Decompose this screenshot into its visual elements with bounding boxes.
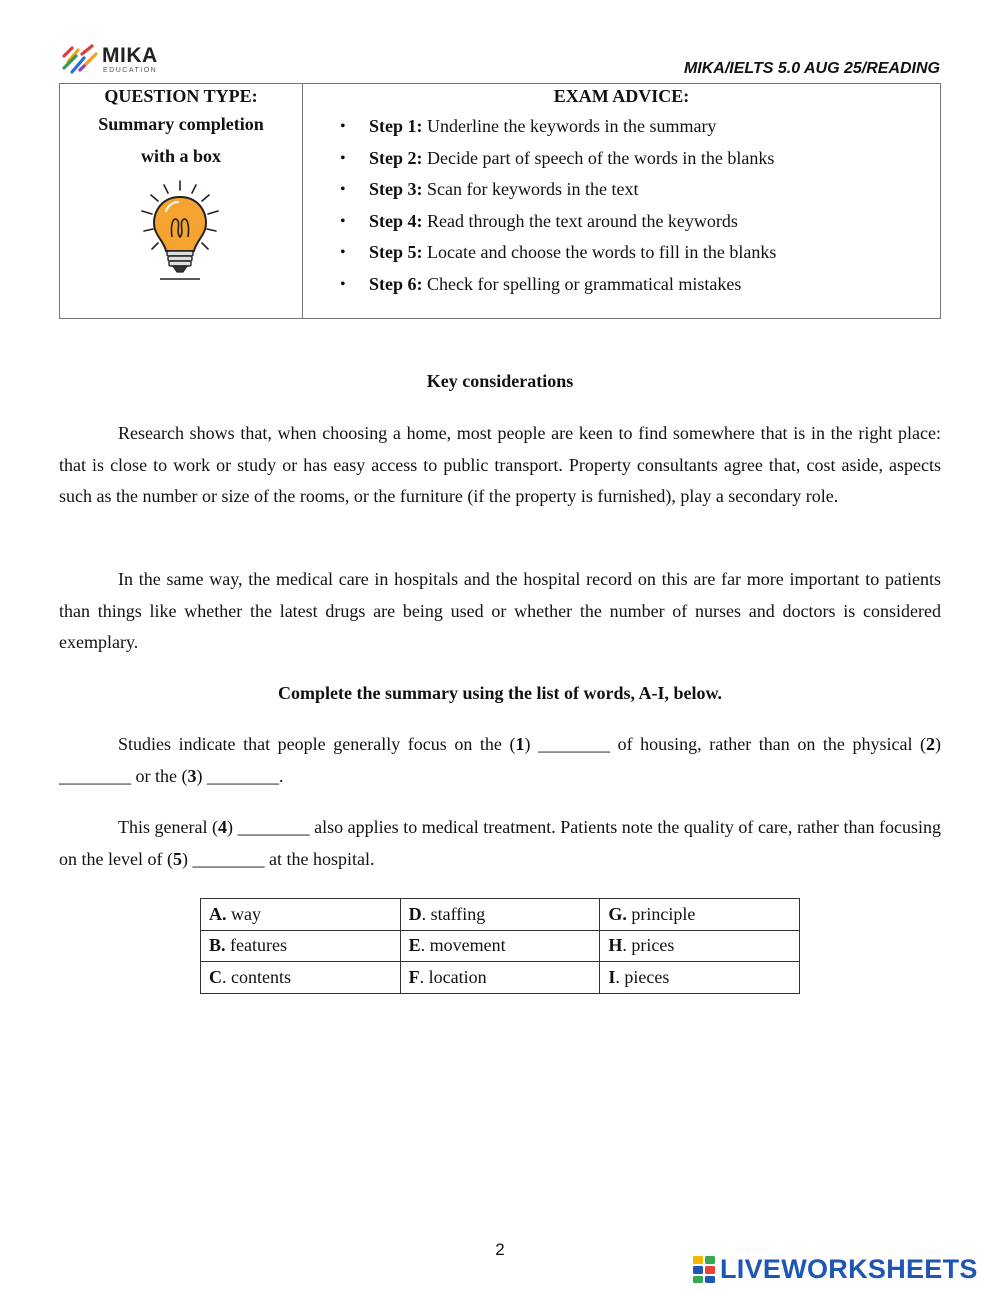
document-reference: MIKA/IELTS 5.0 AUG 25/READING <box>683 60 940 77</box>
word-option: F. location <box>400 962 600 994</box>
question-type-label: QUESTION TYPE: <box>104 86 258 106</box>
passage-paragraph-1: Research shows that, when choosing a home, most people are keen to find somewhere that is in the right place: that is close to work or study or has easy access to public transport. Property consultants agree that, cost aside, aspects such as the number or size of the rooms, or the furniture (if the property is furnished), play a secondary role. <box>59 423 941 506</box>
table-divider <box>302 84 303 318</box>
summary-paragraph-2: This general (4) ________ also applies to medical treatment. Patients note the quality of care, rather than focusing on the level of (5) ________ at the hospital. <box>59 817 941 869</box>
gap-number-1: 1 <box>515 734 525 754</box>
table-row <box>201 962 800 994</box>
word-bank-table <box>200 898 800 994</box>
liveworksheets-logo-icon <box>693 1254 717 1284</box>
summary-paragraph-1: Studies indicate that people generally focus on the (1) ________ of housing, rather than on the physical (2) ________ or the (3) ________. <box>59 734 942 786</box>
mika-logo-icon <box>60 42 100 78</box>
gap-number-5: 5 <box>172 848 182 869</box>
word-option: I. pieces <box>600 962 800 994</box>
watermark-text: LIVEWORKSHEETS <box>720 1254 978 1284</box>
table-row <box>201 899 800 931</box>
logo-subtitle: EDUCATION <box>103 67 158 74</box>
gap-number-2: 2 <box>926 734 936 754</box>
advice-step: • Step 5: Locate and choose the words to fill in the blanks <box>340 237 776 269</box>
word-option: D. staffing <box>400 899 600 931</box>
word-option: B. features <box>201 930 401 962</box>
word-option: C. contents <box>201 962 401 994</box>
word-option: E. movement <box>400 930 600 962</box>
task-instruction: Complete the summary using the list of words, A-I, below. <box>278 683 722 703</box>
page-number: 2 <box>495 1240 505 1259</box>
table-row <box>201 930 800 962</box>
exam-advice-table <box>59 83 941 319</box>
lightbulb-icon <box>124 179 236 289</box>
advice-step: • Step 3: Scan for keywords in the text <box>340 174 776 206</box>
word-option: H. prices <box>600 930 800 962</box>
advice-step: • Step 4: Read through the text around the keywords <box>340 206 776 238</box>
liveworksheets-watermark <box>693 1252 993 1286</box>
gap-number-4: 4 <box>218 817 228 837</box>
advice-step: • Step 6: Check for spelling or grammatical mistakes <box>340 269 776 301</box>
word-option: A. way <box>201 899 401 931</box>
exam-advice-label: EXAM ADVICE: <box>553 86 690 106</box>
logo-wordmark: MIKA <box>102 44 158 67</box>
mika-logo <box>60 42 170 80</box>
word-option: G. principle <box>600 899 800 931</box>
gap-number-3: 3 <box>187 765 197 786</box>
advice-step: • Step 2: Decide part of speech of the words in the blanks <box>340 143 776 175</box>
exam-advice-steps <box>340 111 776 300</box>
question-type-line2: with a box <box>140 145 221 166</box>
question-type-line1: Summary completion <box>98 114 264 134</box>
passage-title: Key considerations <box>426 371 574 391</box>
advice-step: • Step 1: Underline the keywords in the summary <box>340 111 776 143</box>
passage-paragraph-2: In the same way, the medical care in hospitals and the hospital record on this are far more important to patients than things like whether the latest drugs are being used or whether the number of nurses and doctors is considered exemplary. <box>59 569 941 652</box>
question-type-cell <box>60 84 302 172</box>
